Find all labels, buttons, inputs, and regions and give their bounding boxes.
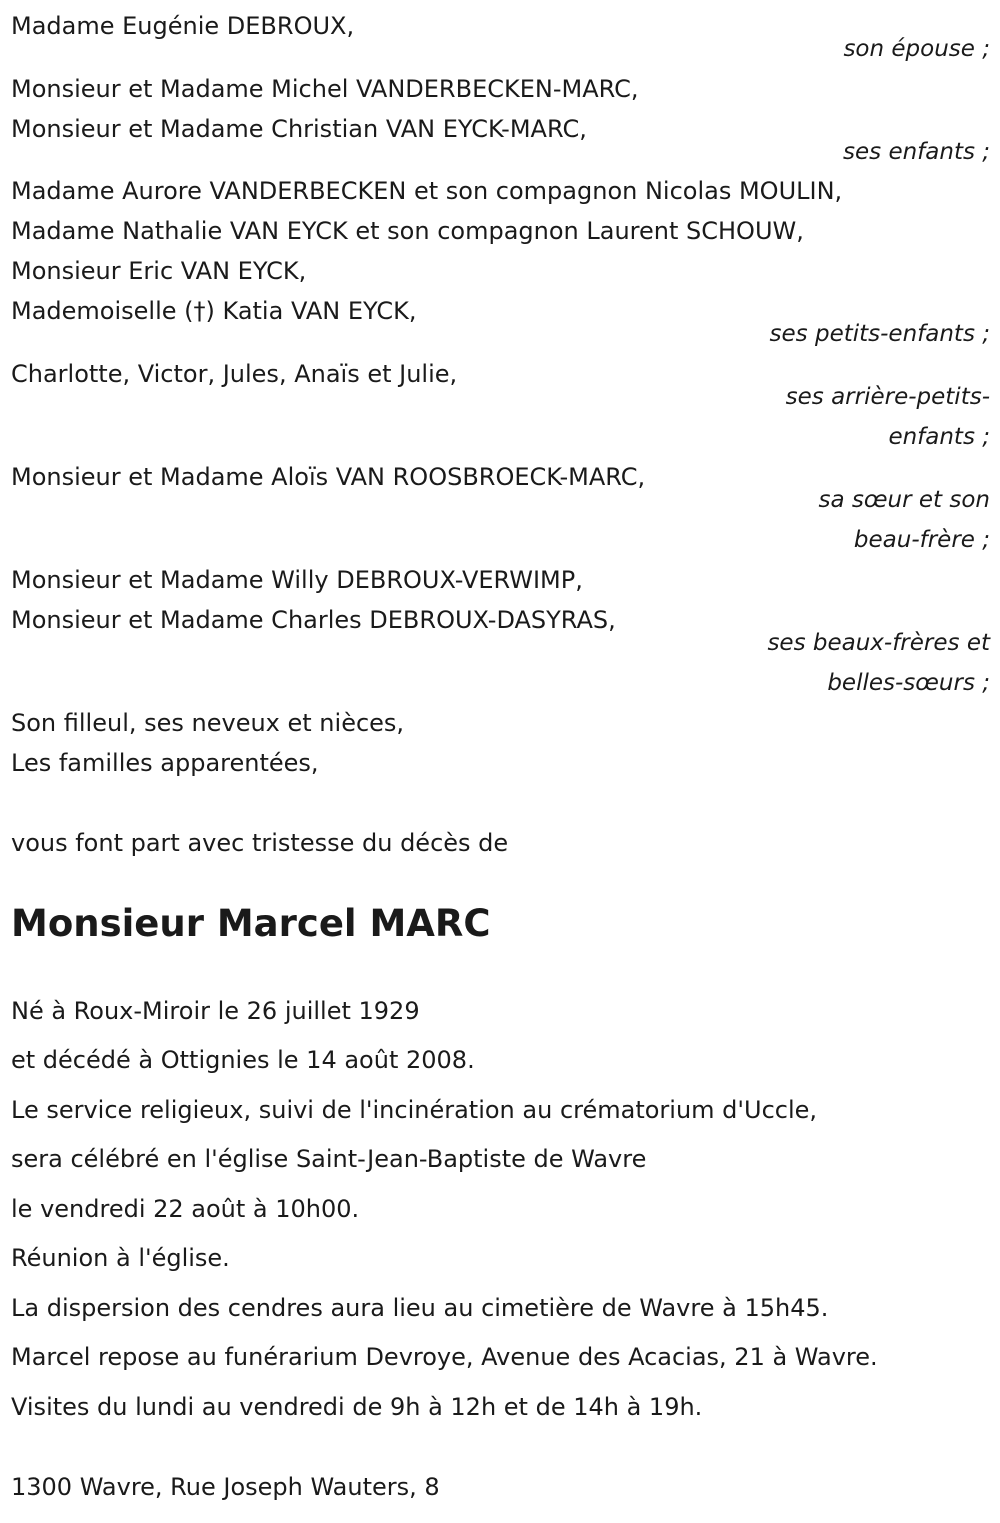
detail-line: Né à Roux-Miroir le 26 juillet 1929 [11,997,420,1025]
child-name: Monsieur et Madame Michel VANDERBECKEN-MARC, [11,75,639,103]
grandchild-name: Monsieur Eric VAN EYCK, [11,257,307,285]
great-grandchildren-relation: ses arrière-petits- [785,384,990,410]
grandchild-name: Mademoiselle (†) Katia VAN EYCK, [11,297,417,325]
spouse-relation: son épouse ; [843,36,990,62]
detail-line: Marcel repose au funérarium Devroye, Avenue des Acacias, 21 à Wavre. [11,1343,878,1371]
other-relatives: Les familles apparentées, [11,749,319,777]
detail-line: Le service religieux, suivi de l'incinération au crématorium d'Uccle, [11,1096,818,1124]
sister-name: Monsieur et Madame Aloïs VAN ROOSBROECK-MARC, [11,463,646,491]
detail-line: Réunion à l'église. [11,1244,230,1272]
in-law-name: Monsieur et Madame Charles DEBROUX-DASYRAS, [11,606,616,634]
grandchild-name: Madame Nathalie VAN EYCK et son compagnon Laurent SCHOUW, [11,217,804,245]
in-laws-relation: belles-sœurs ; [827,670,990,696]
sister-relation: beau-frère ; [853,527,990,553]
great-grandchildren-relation: enfants ; [888,424,990,450]
deceased-name: Monsieur Marcel MARC [11,902,491,945]
spouse-name: Madame Eugénie DEBROUX, [11,12,355,40]
other-relatives: Son filleul, ses neveux et nièces, [11,709,405,737]
grandchild-name: Madame Aurore VANDERBECKEN et son compagnon Nicolas MOULIN, [11,177,843,205]
great-grandchildren-names: Charlotte, Victor, Jules, Anaïs et Julie, [11,360,458,388]
sister-relation: sa sœur et son [818,487,990,513]
detail-line: La dispersion des cendres aura lieu au cimetière de Wavre à 15h45. [11,1294,829,1322]
detail-line: sera célébré en l'église Saint-Jean-Baptiste de Wavre [11,1145,647,1173]
in-laws-relation: ses beaux-frères et [767,630,990,656]
detail-line: le vendredi 22 août à 10h00. [11,1195,360,1223]
detail-line: Visites du lundi au vendredi de 9h à 12h et de 14h à 19h. [11,1393,703,1421]
detail-line: et décédé à Ottignies le 14 août 2008. [11,1046,475,1074]
address: 1300 Wavre, Rue Joseph Wauters, 8 [11,1473,440,1501]
child-name: Monsieur et Madame Christian VAN EYCK-MARC, [11,115,587,143]
children-relation: ses enfants ; [843,139,990,165]
in-law-name: Monsieur et Madame Willy DEBROUX-VERWIMP, [11,566,583,594]
announcement-text: vous font part avec tristesse du décès de [11,829,509,857]
grandchildren-relation: ses petits-enfants ; [769,321,990,347]
